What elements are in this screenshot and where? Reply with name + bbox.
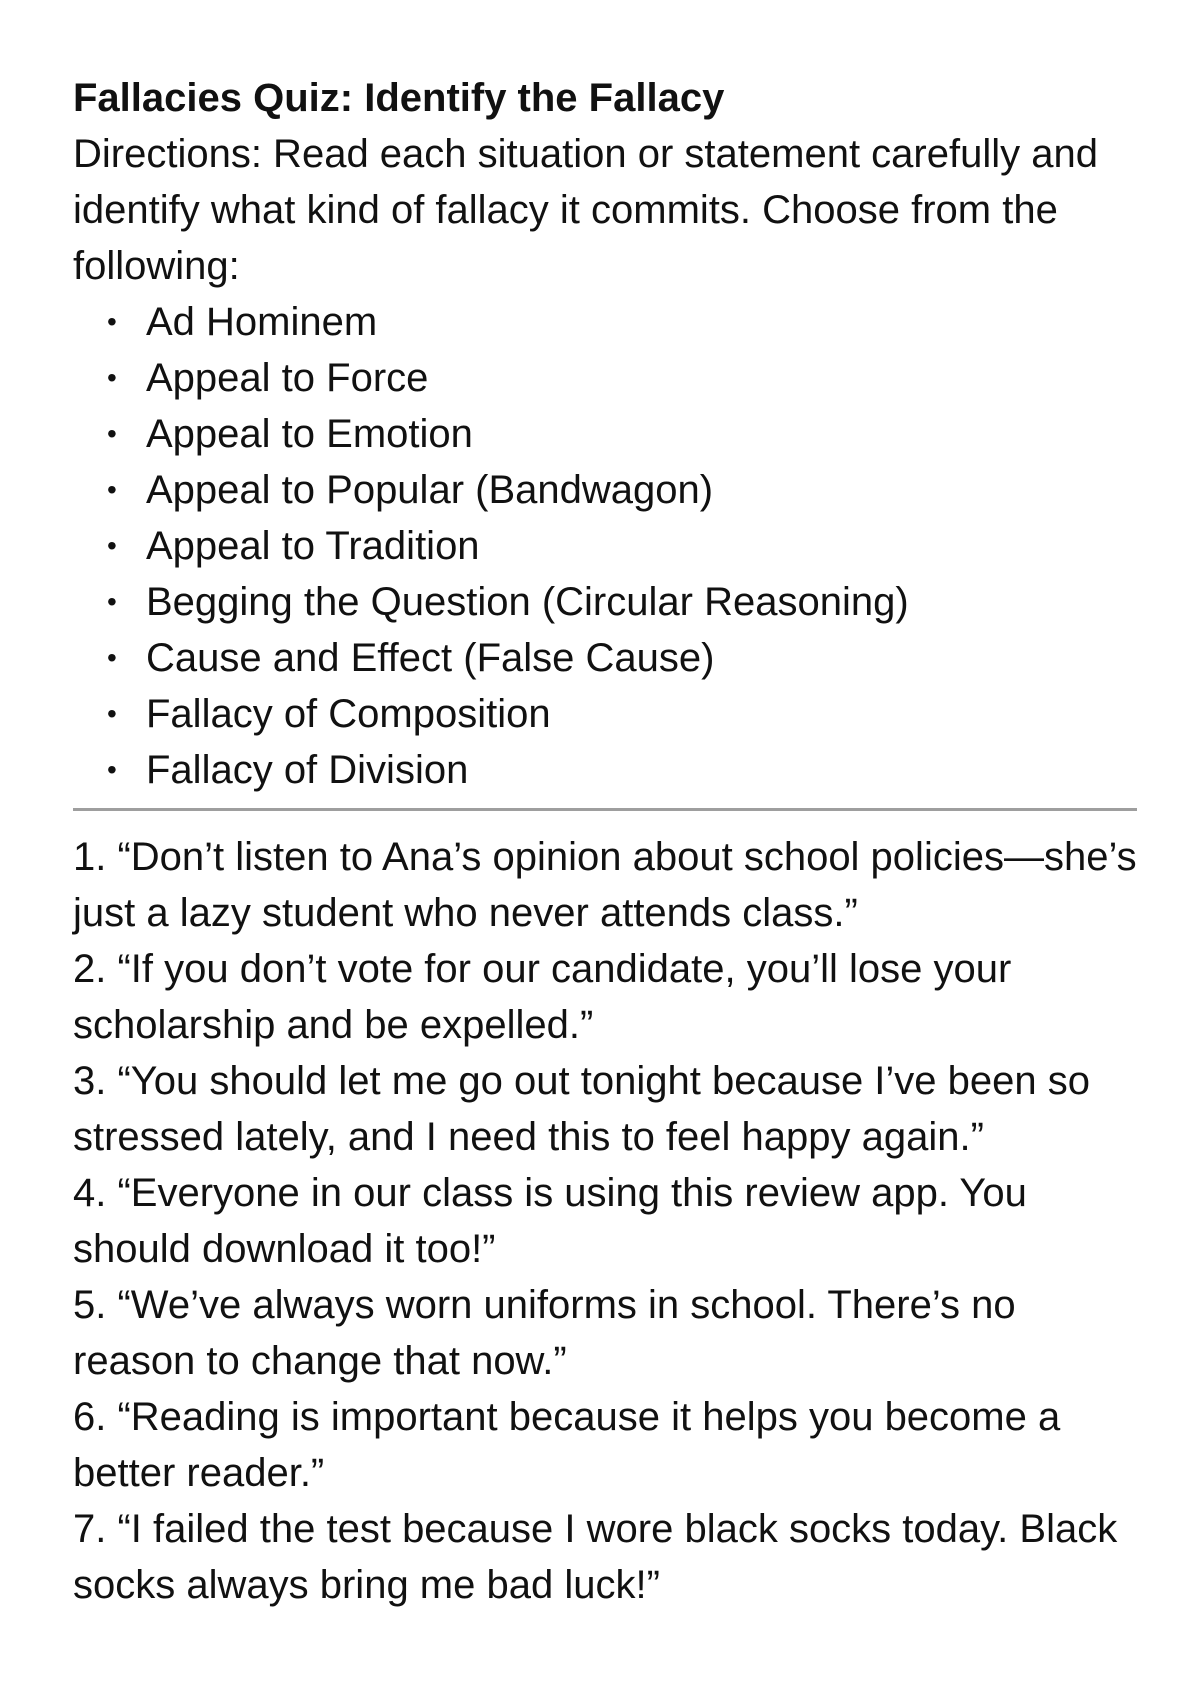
bullet-icon: • [107, 530, 117, 561]
question-item: 3. “You should let me go out tonight because I’ve been so stressed lately, and I need this to feel happy again.” [73, 1059, 1091, 1159]
choice-item [73, 742, 1143, 798]
bullet-icon: • [107, 418, 117, 449]
choice-item [73, 406, 1143, 462]
choice-item [73, 574, 1143, 630]
question-item: 2. “If you don’t vote for our candidate, you’ll lose your scholarship and be expelled.” [73, 947, 1012, 1047]
choice-label: Appeal to Tradition [146, 524, 480, 568]
question-item: 4. “Everyone in our class is using this review app. You should download it too!” [73, 1171, 1027, 1271]
choice-label: Fallacy of Composition [146, 692, 551, 736]
choice-item [73, 630, 1143, 686]
choice-item [73, 350, 1143, 406]
fallacy-choices-list [73, 294, 1143, 798]
bullet-icon: • [107, 362, 117, 393]
quiz-page [73, 70, 1143, 1613]
choice-label: Appeal to Force [146, 356, 429, 400]
question-item: 1. “Don’t listen to Ana’s opinion about school policies—she’s just a lazy student who never attends class.” [73, 835, 1137, 935]
question-item: 6. “Reading is important because it helps you become a better reader.” [73, 1395, 1061, 1495]
bullet-icon: • [107, 474, 117, 505]
questions-list [73, 829, 1143, 1613]
choice-label: Fallacy of Division [146, 748, 469, 792]
bullet-icon: • [107, 306, 117, 337]
page-title: Fallacies Quiz: Identify the Fallacy [73, 76, 725, 120]
question-item: 5. “We’ve always worn uniforms in school. There’s no reason to change that now.” [73, 1283, 1016, 1383]
choice-label: Appeal to Popular (Bandwagon) [146, 468, 714, 512]
choice-label: Appeal to Emotion [146, 412, 473, 456]
choice-item [73, 462, 1143, 518]
choice-label: Ad Hominem [146, 300, 378, 344]
bullet-icon: • [107, 754, 117, 785]
question-item: 7. “I failed the test because I wore black socks today. Black socks always bring me bad luck!” [73, 1507, 1118, 1607]
section-divider [73, 808, 1137, 811]
choice-item [73, 518, 1143, 574]
choice-item [73, 294, 1143, 350]
directions-text: Directions: Read each situation or statement carefully and identify what kind of fallacy it commits. Choose from the following: [73, 132, 1098, 288]
choice-label: Begging the Question (Circular Reasoning) [146, 580, 909, 624]
choice-item [73, 686, 1143, 742]
bullet-icon: • [107, 586, 117, 617]
choice-label: Cause and Effect (False Cause) [146, 636, 715, 680]
bullet-icon: • [107, 642, 117, 673]
bullet-icon: • [107, 698, 117, 729]
